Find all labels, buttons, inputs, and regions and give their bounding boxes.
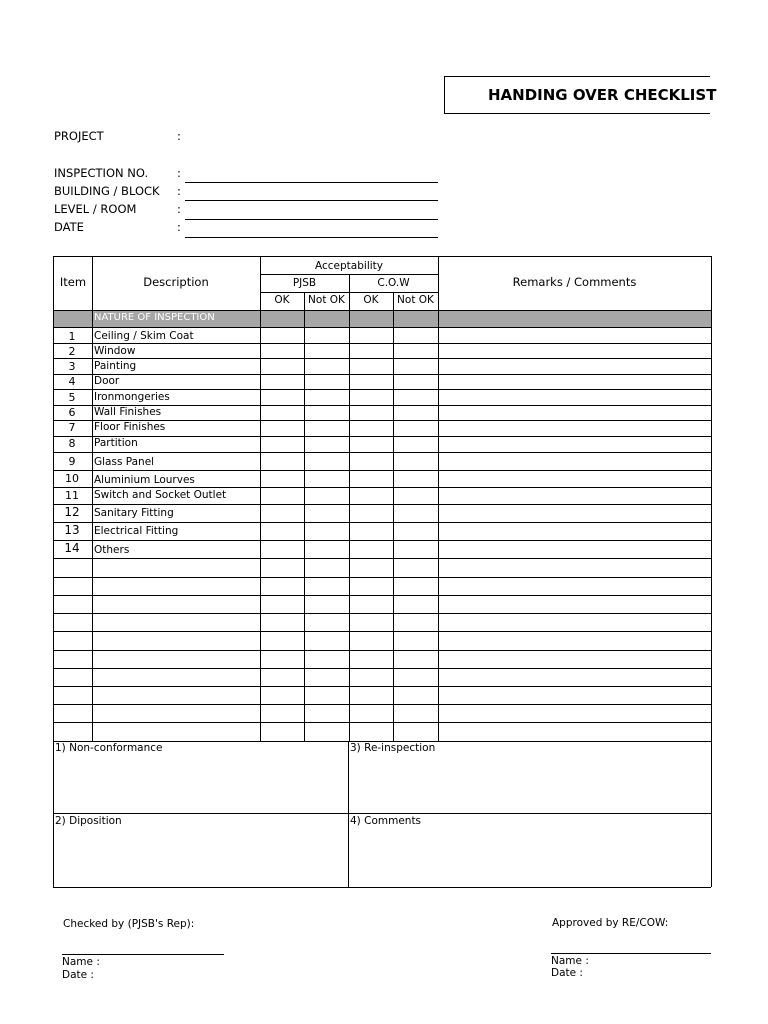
grid-hline [53, 256, 711, 257]
item-description: Ironmongeries [94, 391, 170, 403]
checked-date-label: Date : [62, 969, 94, 981]
grid-hline [53, 595, 711, 596]
group-header-pjsb: PJSB [292, 277, 317, 289]
approved-name-label: Name : [551, 955, 589, 967]
grid-hline [53, 452, 711, 453]
grid-hline [53, 668, 711, 669]
grid-hline [53, 374, 711, 375]
grid-hline [53, 327, 711, 328]
grid-vline [304, 292, 305, 741]
level-room-field[interactable] [185, 219, 438, 220]
grid-hline [53, 522, 711, 523]
grid-vline [349, 274, 350, 741]
item-number: 13 [64, 523, 80, 537]
item-description: Door [94, 375, 120, 387]
field-project-label: PROJECT [54, 129, 104, 143]
building-block-field[interactable] [185, 200, 438, 201]
cow-ok-header: OK [363, 294, 379, 306]
grid-hline [53, 343, 711, 344]
grid-hline [53, 540, 711, 541]
item-description: Glass Panel [94, 456, 155, 468]
non-conformance-label: 1) Non-conformance [55, 742, 163, 754]
grid-hline [53, 686, 711, 687]
grid-hline [53, 436, 711, 437]
checked-name-label: Name : [62, 956, 100, 968]
item-number: 6 [68, 406, 76, 419]
grid-hline [53, 558, 711, 559]
item-description: Ceiling / Skim Coat [94, 330, 194, 342]
pjsb-not-ok-header: Not OK [308, 294, 345, 306]
approved-by-signature-line[interactable] [551, 953, 711, 954]
grid-hline [53, 420, 711, 421]
checked-by-label: Checked by (PJSB's Rep): [63, 918, 195, 930]
grid-hline [53, 358, 711, 359]
re-inspection-label: 3) Re-inspection [350, 742, 436, 754]
item-number: 7 [68, 421, 76, 434]
title-box [444, 76, 717, 114]
item-description: Window [94, 345, 136, 357]
grid-vline [348, 741, 349, 887]
item-description: Painting [94, 360, 137, 372]
grid-hline [53, 722, 711, 723]
grid-hline [53, 631, 711, 632]
grid-hline [53, 504, 711, 505]
grid-hline [53, 577, 711, 578]
grid-hline [53, 470, 711, 471]
page-title: HANDING OVER CHECKLIST [488, 86, 717, 104]
item-number: 10 [65, 472, 79, 485]
col-header-remarks: Remarks / Comments [512, 275, 637, 289]
grid-hline [53, 650, 711, 651]
item-number: 11 [65, 489, 79, 502]
item-number: 1 [68, 330, 76, 343]
field-project-colon: : [177, 129, 181, 143]
date-field[interactable] [185, 237, 438, 238]
grid-hline [53, 813, 711, 814]
col-header-item: Item [59, 275, 87, 289]
item-description: Sanitary Fitting [94, 507, 174, 519]
cow-not-ok-header: Not OK [397, 294, 434, 306]
field-inspection-colon: : [177, 166, 181, 180]
field-inspection-label: INSPECTION NO. [54, 166, 149, 180]
section-row-label: NATURE OF INSPECTION [94, 312, 215, 323]
pjsb-ok-header: OK [274, 294, 290, 306]
field-building-label: BUILDING / BLOCK [54, 184, 160, 198]
comments-label: 4) Comments [350, 815, 422, 827]
field-building-colon: : [177, 184, 181, 198]
grid-vline [393, 292, 394, 741]
group-header-cow: C.O.W [377, 277, 410, 289]
item-description: Others [94, 544, 130, 556]
item-description: Electrical Fitting [94, 525, 179, 537]
item-description: Floor Finishes [94, 421, 166, 433]
item-number: 3 [68, 360, 76, 373]
grid-hline [53, 887, 711, 888]
approved-date-label: Date : [551, 967, 583, 979]
col-header-description: Description [143, 275, 209, 289]
item-number: 2 [68, 345, 76, 358]
item-number: 12 [64, 505, 80, 519]
grid-hline [53, 704, 711, 705]
item-number: 8 [68, 437, 76, 450]
col-header-acceptability: Acceptability [315, 260, 383, 272]
grid-vline [53, 256, 54, 887]
item-description: Aluminium Lourves [94, 474, 195, 486]
grid-vline [711, 256, 712, 887]
grid-hline [53, 310, 711, 311]
field-level-colon: : [177, 202, 181, 216]
field-date-label: DATE [54, 220, 84, 234]
inspection-no-field[interactable] [185, 182, 438, 183]
item-number: 5 [68, 391, 76, 404]
grid-hline [53, 487, 711, 488]
item-number: 14 [64, 541, 80, 555]
disposition-label: 2) Diposition [55, 815, 122, 827]
item-number: 4 [68, 375, 76, 388]
grid-hline [53, 741, 711, 742]
field-date-colon: : [177, 220, 181, 234]
item-description: Wall Finishes [94, 406, 162, 418]
item-description: Partition [94, 437, 138, 449]
approved-by-label: Approved by RE/COW: [552, 917, 669, 929]
grid-hline [53, 405, 711, 406]
checked-by-signature-line[interactable] [62, 954, 224, 955]
item-description: Switch and Socket Outlet [94, 489, 227, 501]
field-level-label: LEVEL / ROOM [54, 202, 137, 216]
grid-hline [53, 389, 711, 390]
grid-hline [53, 613, 711, 614]
item-number: 9 [68, 455, 76, 468]
